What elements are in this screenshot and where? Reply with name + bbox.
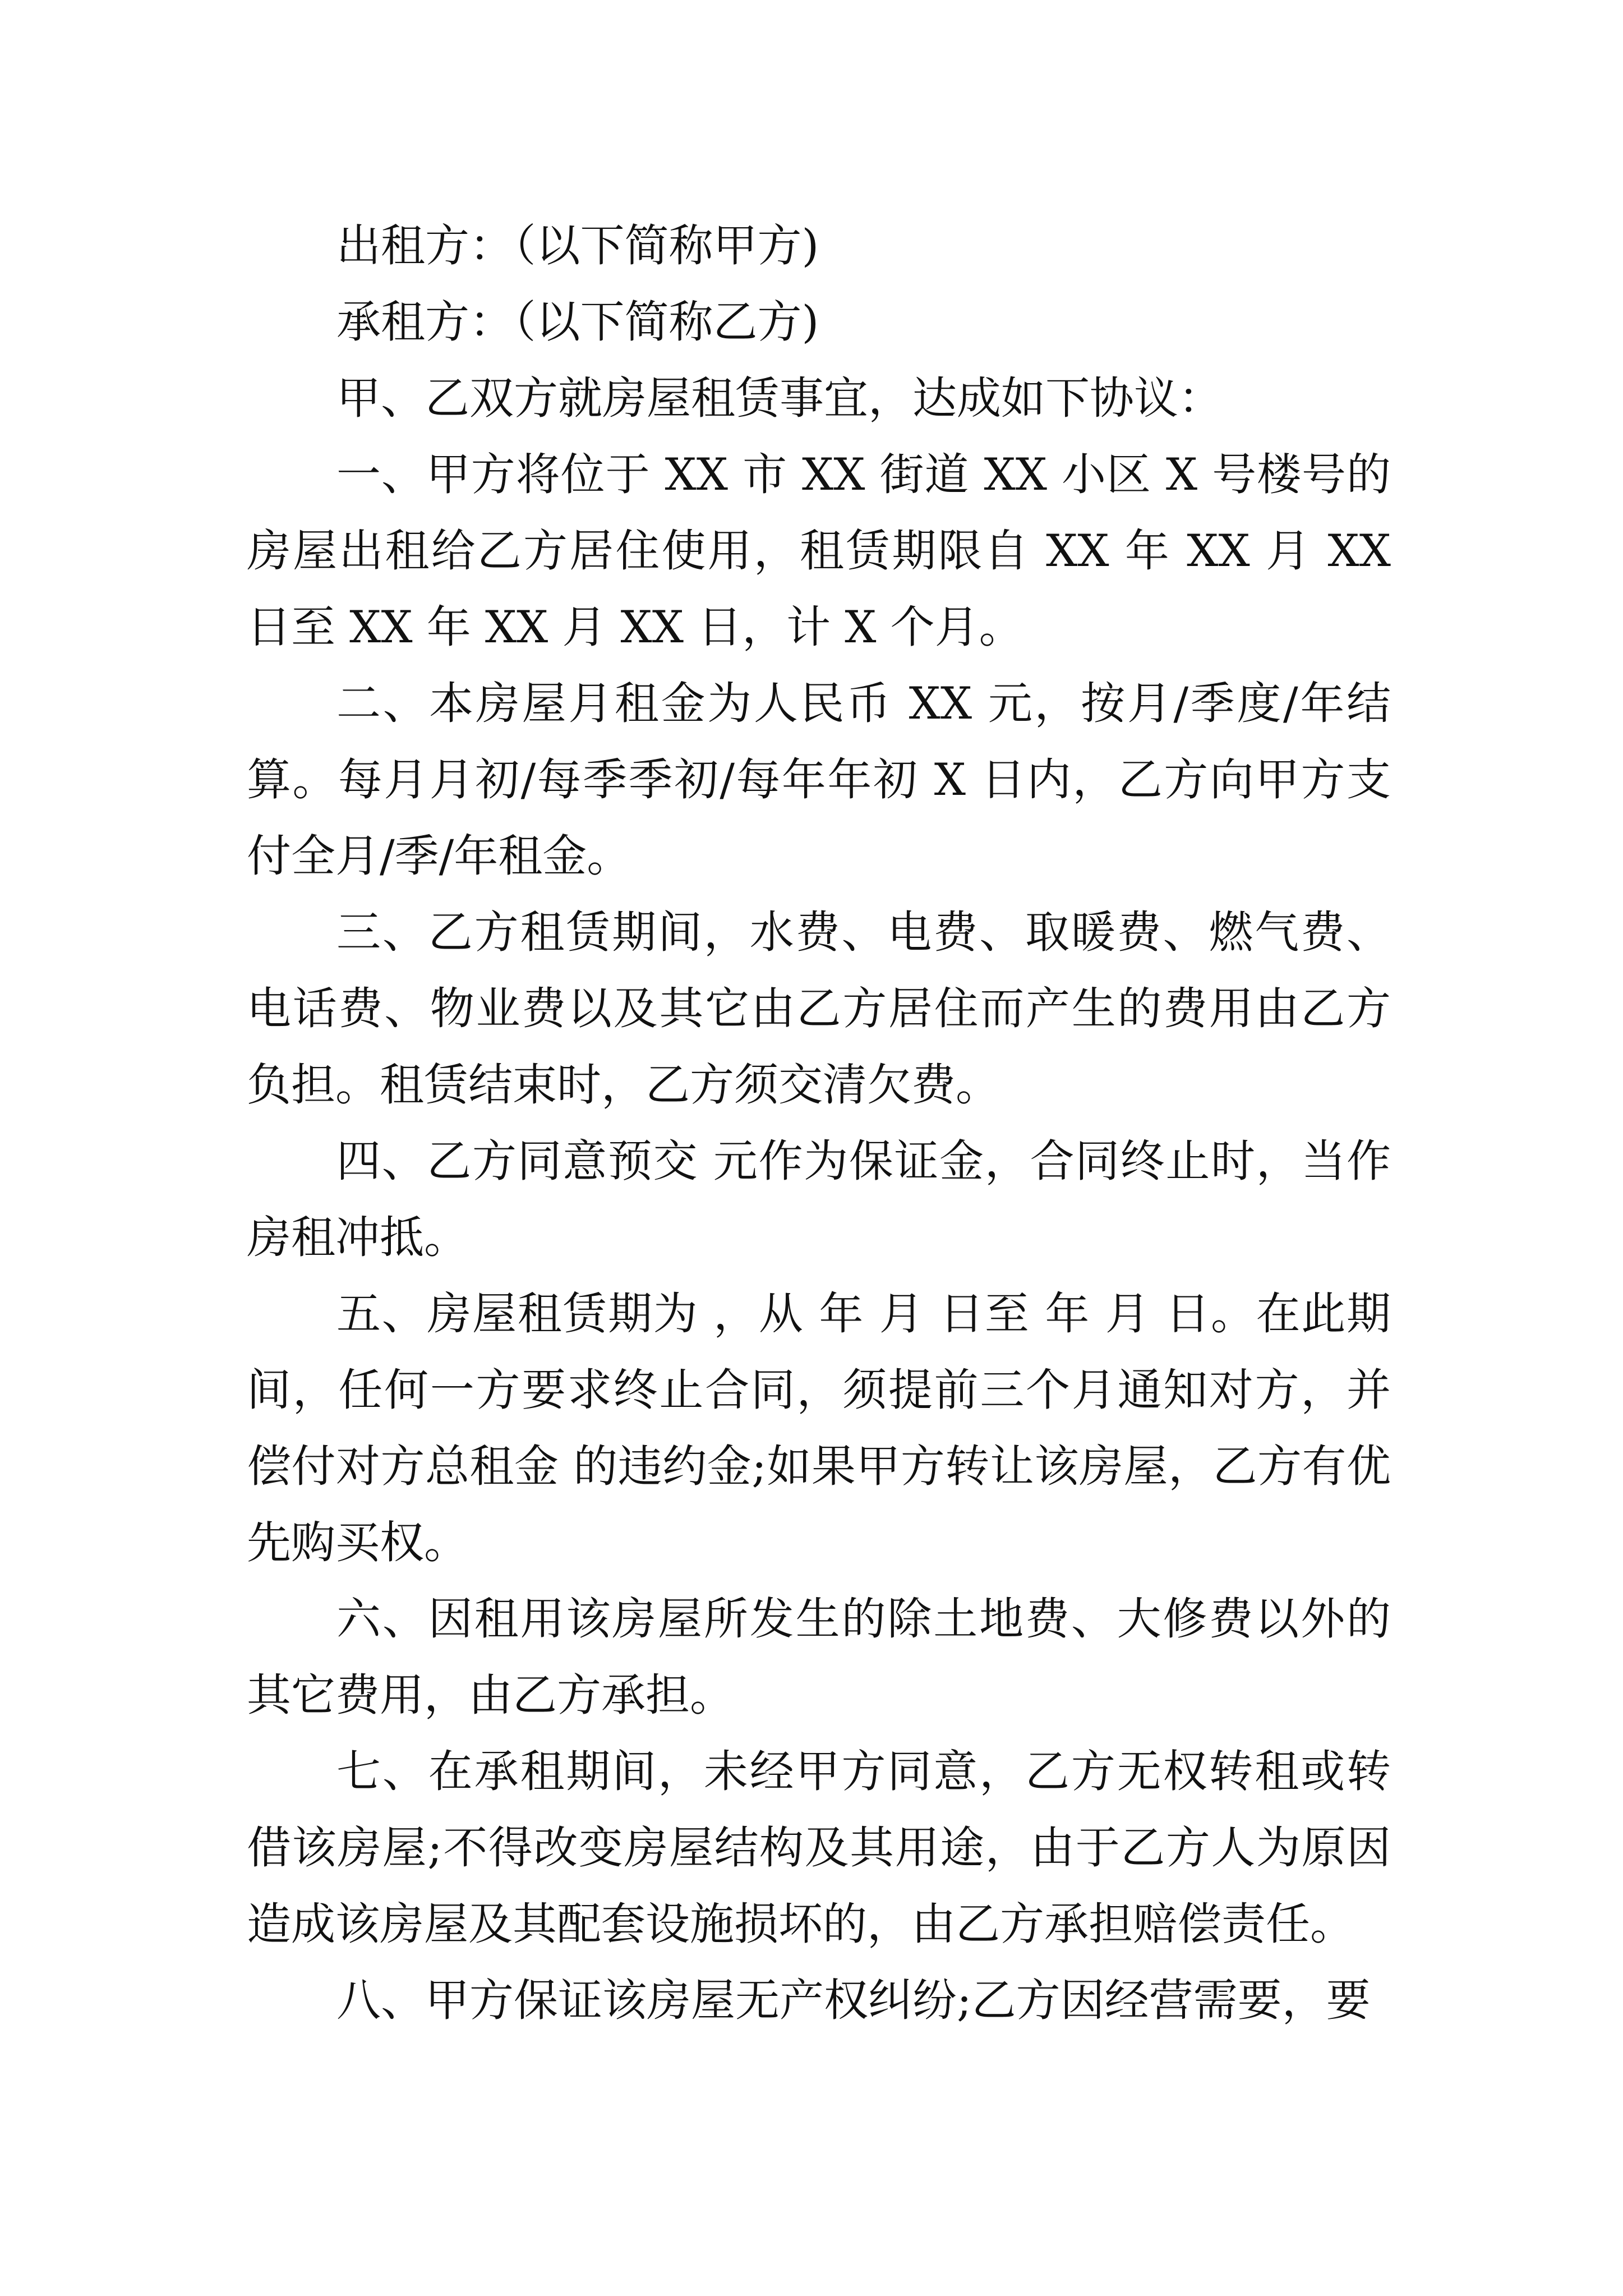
clause-5: 五、房屋租赁期为 ，从 年 月 日至 年 月 日。在此期间，任何一方要求终止合同，须提前三个月通知对方，并偿付对方总租金 的违约金;如果甲方转让该房屋，乙方有优先购买权。: [247, 1288, 1391, 1568]
lessor-line: 出租方：（以下简称甲方): [336, 220, 819, 272]
clause-8: 八、甲方保证该房屋无产权纠纷;乙方因经营需要，要: [336, 1975, 1371, 2026]
agreement-intro: 甲、乙双方就房屋租赁事宜，达成如下协议：: [336, 372, 1223, 424]
lessee-line: 承租方：（以下简称乙方): [336, 296, 819, 348]
clause-6: 六、因租用该房屋所发生的除土地费、大修费以外的其它费用，由乙方承担。: [247, 1593, 1391, 1721]
contract-body: [247, 208, 1391, 2039]
clause-2: 二、本房屋月租金为人民币 XX 元，按月/季度/年结算。每月月初/每季季初/每年年初 X 日内，乙方向甲方支付全月/季/年租金。: [247, 678, 1391, 882]
clause-3: 三、乙方租赁期间，水费、电费、取暖费、燃气费、电话费、物业费以及其它由乙方居住而产生的费用由乙方负担。租赁结束时，乙方须交清欠费。: [247, 907, 1391, 1111]
clause-7: 七、在承租期间，未经甲方同意，乙方无权转租或转借该房屋;不得改变房屋结构及其用途，由于乙方人为原因造成该房屋及其配套设施损坏的，由乙方承担赔偿责任。: [247, 1746, 1391, 1950]
clause-4: 四、乙方同意预交 元作为保证金，合同终止时，当作房租冲抵。: [247, 1135, 1391, 1263]
clause-1: 一、甲方将位于 XX 市 XX 街道 XX 小区 X 号楼号的房屋出租给乙方居住使用，租赁期限自 XX 年 XX 月 XX 日至 XX 年 XX 月 XX 日，计 X 个月。: [247, 449, 1391, 653]
